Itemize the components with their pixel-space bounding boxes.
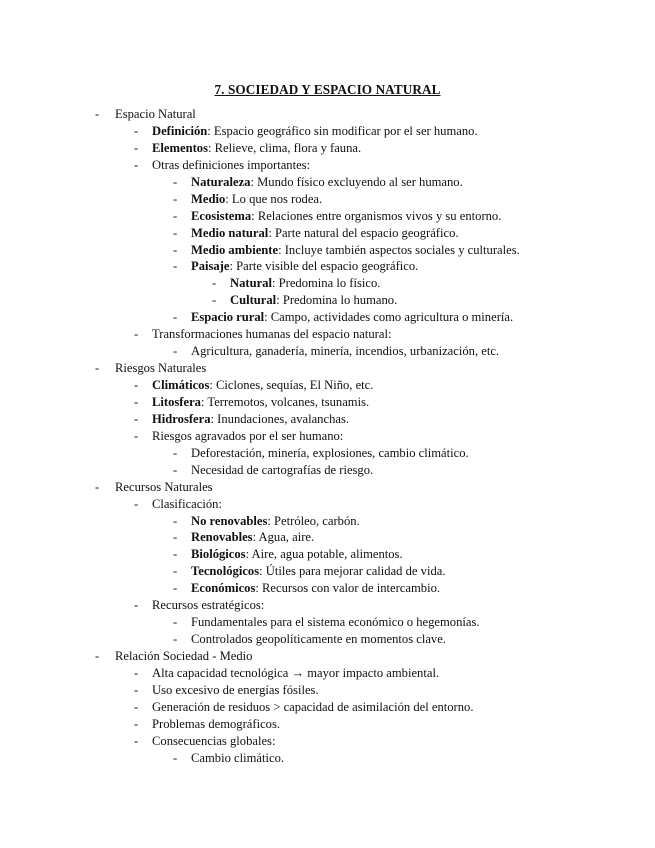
outline-item-body: : Petróleo, carbón. xyxy=(267,513,360,528)
outline-item-term: Climáticos xyxy=(152,378,210,392)
outline-item xyxy=(0,275,655,292)
bullet-dash: - xyxy=(173,530,178,545)
outline-list xyxy=(0,106,655,767)
outline-item xyxy=(0,733,655,750)
outline-item-body: Problemas demográficos. xyxy=(152,716,281,731)
outline-item-term: Medio xyxy=(191,191,226,206)
outline-item-body: Relación Sociedad - Medio xyxy=(115,649,253,663)
bullet-dash: - xyxy=(173,242,178,257)
outline-item-text xyxy=(115,479,213,496)
outline-item-term: Medio ambiente xyxy=(191,242,279,257)
outline-item-body: Otras definiciones importantes: xyxy=(152,157,311,172)
outline-item-text xyxy=(191,208,501,225)
outline-item xyxy=(0,428,655,445)
bullet-dash: - xyxy=(134,123,139,138)
outline-item-text xyxy=(152,716,280,733)
outline-item-text xyxy=(191,529,314,546)
outline-item-body: Clasificación: xyxy=(152,496,222,511)
outline-item-term: Espacio rural xyxy=(191,310,265,325)
outline-item-body: : Terremotos, volcanes, tsunamis. xyxy=(200,394,370,409)
outline-item xyxy=(0,326,655,343)
bullet-dash: - xyxy=(134,598,139,613)
outline-item-body: : Lo que nos rodea. xyxy=(225,191,323,206)
outline-item-text xyxy=(191,750,284,767)
outline-item-text xyxy=(191,580,440,597)
outline-item-term: Tecnológicos xyxy=(191,564,260,579)
outline-item-body: : Mundo físico excluyendo al ser humano. xyxy=(250,174,463,189)
bullet-dash: - xyxy=(134,428,139,443)
outline-item xyxy=(0,648,655,665)
outline-item xyxy=(0,682,655,699)
outline-item xyxy=(0,360,655,377)
outline-item-text xyxy=(152,157,310,174)
outline-item xyxy=(0,411,655,428)
outline-item-text xyxy=(191,631,446,648)
outline-item-body: Recursos estratégicos: xyxy=(152,598,265,613)
outline-item-term: Biológicos xyxy=(191,547,246,562)
outline-item-text xyxy=(191,563,446,580)
outline-item-body: Necesidad de cartografías de riesgo. xyxy=(191,462,374,477)
outline-item-text xyxy=(191,513,360,530)
outline-item-body: : Relieve, clima, flora y fauna. xyxy=(207,140,362,155)
bullet-dash: - xyxy=(173,615,178,630)
outline-item-body: : Recursos con valor de intercambio. xyxy=(255,581,441,596)
outline-item-text xyxy=(152,682,319,699)
bullet-dash: - xyxy=(173,174,178,189)
outline-item-text xyxy=(152,411,349,428)
bullet-dash: - xyxy=(134,394,139,409)
outline-item-body: : Incluye también aspectos sociales y culturales. xyxy=(278,242,520,257)
outline-item-text xyxy=(191,174,463,191)
outline-item-body: Transformaciones humanas del espacio natural: xyxy=(152,327,392,342)
outline-item xyxy=(0,225,655,242)
document-title: 7. SOCIEDAD Y ESPACIO NATURAL xyxy=(214,82,441,97)
outline-item-term: Paisaje xyxy=(191,259,230,274)
outline-item xyxy=(0,140,655,157)
outline-item xyxy=(0,123,655,140)
outline-item-body: Deforestación, minería, explosiones, cambio climático. xyxy=(191,445,469,460)
outline-item xyxy=(0,242,655,259)
outline-item-body: : Relaciones entre organismos vivos y su entorno. xyxy=(251,208,502,223)
bullet-dash: - xyxy=(134,699,139,714)
bullet-dash: - xyxy=(173,632,178,647)
outline-item xyxy=(0,580,655,597)
outline-item-text xyxy=(191,225,459,242)
bullet-dash: - xyxy=(134,327,139,342)
outline-item-body: Cambio climático. xyxy=(191,750,285,765)
outline-item xyxy=(0,546,655,563)
bullet-dash: - xyxy=(173,310,178,325)
outline-item xyxy=(0,377,655,394)
outline-item xyxy=(0,106,655,123)
outline-item-text xyxy=(115,360,206,377)
outline-item-body: Fundamentales para el sistema económico o hegemonías. xyxy=(191,615,480,630)
bullet-dash: - xyxy=(173,445,178,460)
outline-item-text xyxy=(230,275,380,292)
outline-item-body: Controlados geopolíticamente en momentos clave. xyxy=(191,632,446,647)
bullet-dash: - xyxy=(173,225,178,240)
outline-item-body: : Ciclones, sequías, El Niño, etc. xyxy=(209,378,374,392)
bullet-dash: - xyxy=(173,513,178,528)
outline-item-text xyxy=(191,258,418,275)
outline-item-body: Consecuencias globales: xyxy=(152,733,276,748)
outline-item-term: Ecosistema xyxy=(191,208,252,223)
outline-item-text xyxy=(152,428,343,445)
outline-item xyxy=(0,529,655,546)
outline-item xyxy=(0,631,655,648)
outline-item xyxy=(0,174,655,191)
outline-item-text xyxy=(191,445,469,462)
bullet-dash: - xyxy=(134,378,139,392)
outline-item xyxy=(0,665,655,682)
outline-item-text xyxy=(191,242,520,259)
bullet-dash: - xyxy=(173,208,178,223)
outline-item xyxy=(0,258,655,275)
outline-item-body: Riesgos agravados por el ser humano: xyxy=(152,428,344,443)
outline-item-text xyxy=(115,106,196,123)
outline-item-text xyxy=(191,309,513,326)
bullet-dash: - xyxy=(173,259,178,274)
bullet-dash: - xyxy=(95,361,100,376)
outline-item-body: Agricultura, ganadería, minería, incendios, urbanización, etc. xyxy=(191,344,500,359)
outline-item-term: Hidrosfera xyxy=(152,411,211,426)
outline-item xyxy=(0,614,655,631)
bullet-dash: - xyxy=(173,462,178,477)
outline-item xyxy=(0,191,655,208)
outline-item-body: : Espacio geográfico sin modificar por el ser humano. xyxy=(207,123,478,138)
outline-item xyxy=(0,699,655,716)
outline-item-body: : Predomina lo físico. xyxy=(271,276,381,291)
bullet-dash: - xyxy=(212,276,217,291)
outline-item-body: Riesgos Naturales xyxy=(115,361,207,376)
bullet-dash: - xyxy=(173,547,178,562)
bullet-dash: - xyxy=(95,649,100,663)
bullet-dash: - xyxy=(134,496,139,511)
outline-item-text xyxy=(152,699,473,716)
outline-item-term: Cultural xyxy=(230,293,277,308)
outline-item-body: : Campo, actividades como agricultura o minería. xyxy=(264,310,514,325)
outline-item xyxy=(0,750,655,767)
bullet-dash: - xyxy=(173,750,178,765)
outline-item xyxy=(0,563,655,580)
bullet-dash: - xyxy=(134,157,139,172)
outline-item-text xyxy=(152,733,275,750)
outline-item-body: Generación de residuos > capacidad de asimilación del entorno. xyxy=(152,699,474,714)
outline-item-text xyxy=(230,292,397,309)
outline-item-body: : Predomina lo humano. xyxy=(276,293,398,308)
outline-item-text xyxy=(191,462,373,479)
bullet-dash: - xyxy=(95,107,100,121)
outline-item xyxy=(0,513,655,530)
outline-item xyxy=(0,597,655,614)
outline-item xyxy=(0,479,655,496)
outline-item xyxy=(0,445,655,462)
outline-item-text xyxy=(191,343,499,360)
outline-item-term: Medio natural xyxy=(191,225,269,240)
outline-item-body: Espacio Natural xyxy=(115,107,196,121)
outline-item-body: Alta capacidad tecnológica → mayor impacto ambiental. xyxy=(152,665,440,680)
outline-item xyxy=(0,496,655,513)
outline-item-text xyxy=(152,123,478,140)
outline-item-body: : Aire, agua potable, alimentos. xyxy=(245,547,403,562)
bullet-dash: - xyxy=(173,344,178,359)
bullet-dash: - xyxy=(212,293,217,308)
outline-item xyxy=(0,394,655,411)
bullet-dash: - xyxy=(173,564,178,579)
outline-item-term: Litosfera xyxy=(152,394,201,409)
outline-item-body: Uso excesivo de energías fósiles. xyxy=(152,682,319,697)
outline-item xyxy=(0,309,655,326)
bullet-dash: - xyxy=(134,733,139,748)
outline-item-term: Natural xyxy=(230,276,272,291)
outline-item-term: Económicos xyxy=(191,581,256,596)
outline-item-body: : Útiles para mejorar calidad de vida. xyxy=(259,564,446,579)
outline-item-term: Renovables xyxy=(191,530,253,545)
bullet-dash: - xyxy=(134,665,139,680)
outline-item-text xyxy=(191,546,403,563)
outline-item-text xyxy=(191,191,322,208)
bullet-dash: - xyxy=(134,682,139,697)
outline-item-body: Recursos Naturales xyxy=(115,479,213,494)
bullet-dash: - xyxy=(134,411,139,426)
outline-item-body: : Inundaciones, avalanchas. xyxy=(210,411,350,426)
bullet-dash: - xyxy=(134,140,139,155)
outline-item-text xyxy=(115,648,252,665)
bullet-dash: - xyxy=(173,581,178,596)
outline-item xyxy=(0,292,655,309)
outline-item-body: : Agua, aire. xyxy=(252,530,315,545)
outline-item xyxy=(0,343,655,360)
outline-item-text xyxy=(152,140,361,157)
outline-item-text xyxy=(152,394,369,411)
outline-item-term: Naturaleza xyxy=(191,174,251,189)
outline-item-text xyxy=(152,597,264,614)
outline-item-term: Definición xyxy=(152,123,208,138)
outline-item xyxy=(0,716,655,733)
outline-item-text xyxy=(152,326,391,343)
outline-item-text xyxy=(152,665,439,682)
bullet-dash: - xyxy=(134,716,139,731)
bullet-dash: - xyxy=(173,191,178,206)
outline-item xyxy=(0,462,655,479)
outline-item-body: : Parte visible del espacio geográfico. xyxy=(229,259,419,274)
outline-item-text xyxy=(191,614,480,631)
outline-item-term: Elementos xyxy=(152,140,208,155)
outline-item-body: : Parte natural del espacio geográfico. xyxy=(268,225,459,240)
outline-item xyxy=(0,208,655,225)
outline-item-text xyxy=(152,496,222,513)
outline-item-term: No renovables xyxy=(191,513,268,528)
outline-item-text xyxy=(152,377,373,394)
outline-item xyxy=(0,157,655,174)
bullet-dash: - xyxy=(95,479,100,494)
